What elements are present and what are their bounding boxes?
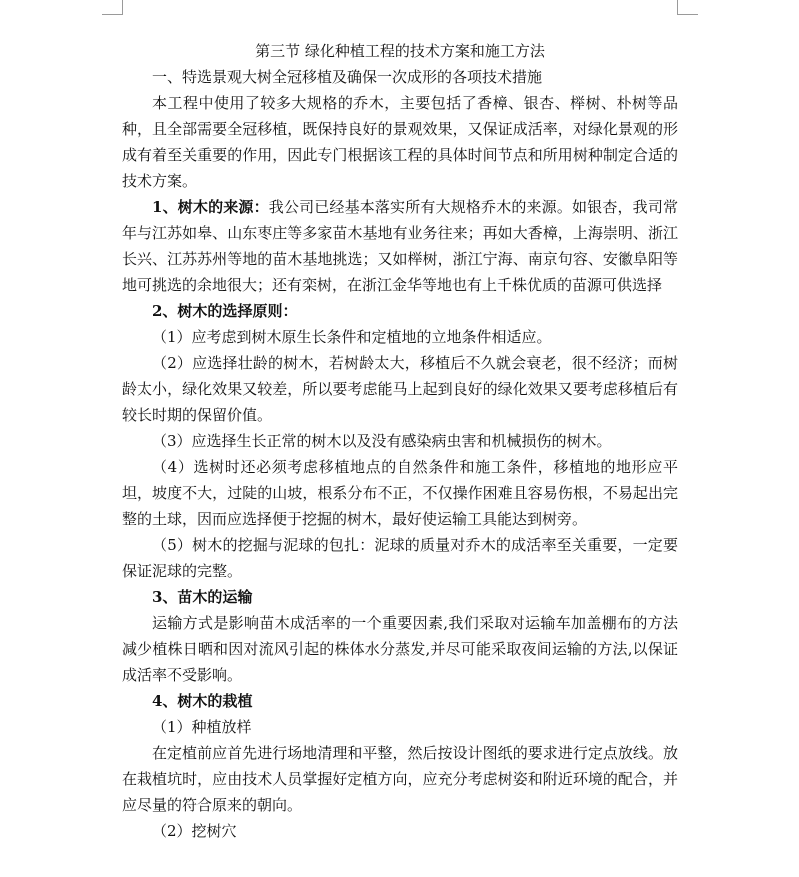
margin-corner-mark-left <box>102 0 123 15</box>
source-heading: 1、树木的来源： <box>152 198 269 216</box>
transport-paragraph: 运输方式是影响苗木成活率的一个重要因素,我们采取对运输车加盖棚布的方法减少植株日晒和因对流风引起的株体水分蒸发,并尽可能采取夜间运输的方法,以保证成活率不受影响。 <box>122 614 678 684</box>
planting-sub1-label: （1）种植放样 <box>152 718 252 736</box>
selection-item-1: （1）应考虑到树木原生长条件和定植地的立地条件相适应。 <box>152 328 552 346</box>
section-title: 第三节 绿化种植工程的技术方案和施工方法 <box>255 42 545 60</box>
intro-paragraph: 本工程中使用了较多大规格的乔木，主要包括了香樟、银杏、榉树、朴树等品种，且全部需要全冠移植，既保持良好的景观效果，又保证成活率，对绿化景观的形成有着至关重要的作用，因此专门根据该工程的具体时间节点和所用树种制定合适的技术方案。 <box>122 94 678 190</box>
selection-item-2: （2）应选择壮龄的树木，若树龄太大，移植后不久就会衰老，很不经济；而树龄太小，绿化效果又较差，所以要考虑能马上起到良好的绿化效果又要考虑移植后有较长时期的保留价值。 <box>122 354 678 424</box>
source-paragraph <box>122 194 678 298</box>
selection-item-4: （4）选树时还必须考虑移植地点的自然条件和施工条件，移植地的地形应平坦，坡度不大，过陡的山坡，根系分布不正，不仅操作困难且容易伤根，不易起出完整的土球，因而应选择便于挖掘的树木，最好使运输工具能达到树旁。 <box>122 458 678 528</box>
transport-heading: 3、苗木的运输 <box>152 588 253 606</box>
selection-item-5: （5）树木的挖掘与泥球的包扎：泥球的质量对乔木的成活率至关重要，一定要保证泥球的完整。 <box>122 536 678 580</box>
part-one-heading: 一、特选景观大树全冠移植及确保一次成形的各项技术措施 <box>152 68 543 86</box>
selection-item-3: （3）应选择生长正常的树木以及没有感染病虫害和机械损伤的树木。 <box>152 432 612 450</box>
planting-sub1-paragraph: 在定植前应首先进行场地清理和平整，然后按设计图纸的要求进行定点放线。放在栽植坑时，应由技术人员掌握好定植方向，应充分考虑树姿和附近环境的配合，并应尽量的符合原来的朝向。 <box>122 744 678 814</box>
selection-heading: 2、树木的选择原则： <box>152 302 298 320</box>
planting-sub2-label: （2）挖树穴 <box>152 822 237 840</box>
document-body[interactable] <box>122 38 678 844</box>
source-text: 我公司已经基本落实所有大规格乔木的来源。如银杏，我司常年与江苏如皋、山东枣庄等多家苗木基地有业务往来；再如大香樟，上海崇明、浙江长兴、江苏苏州等地的苗木基地挑选；又如榉树，浙江宁海、南京句容、安徽阜阳等地可挑选的余地很大；还有栾树，在浙江金华等地也有上千株优质的苗源可供选择 <box>122 198 678 294</box>
planting-heading: 4、树木的栽植 <box>152 692 253 710</box>
margin-corner-mark-right <box>677 0 698 15</box>
